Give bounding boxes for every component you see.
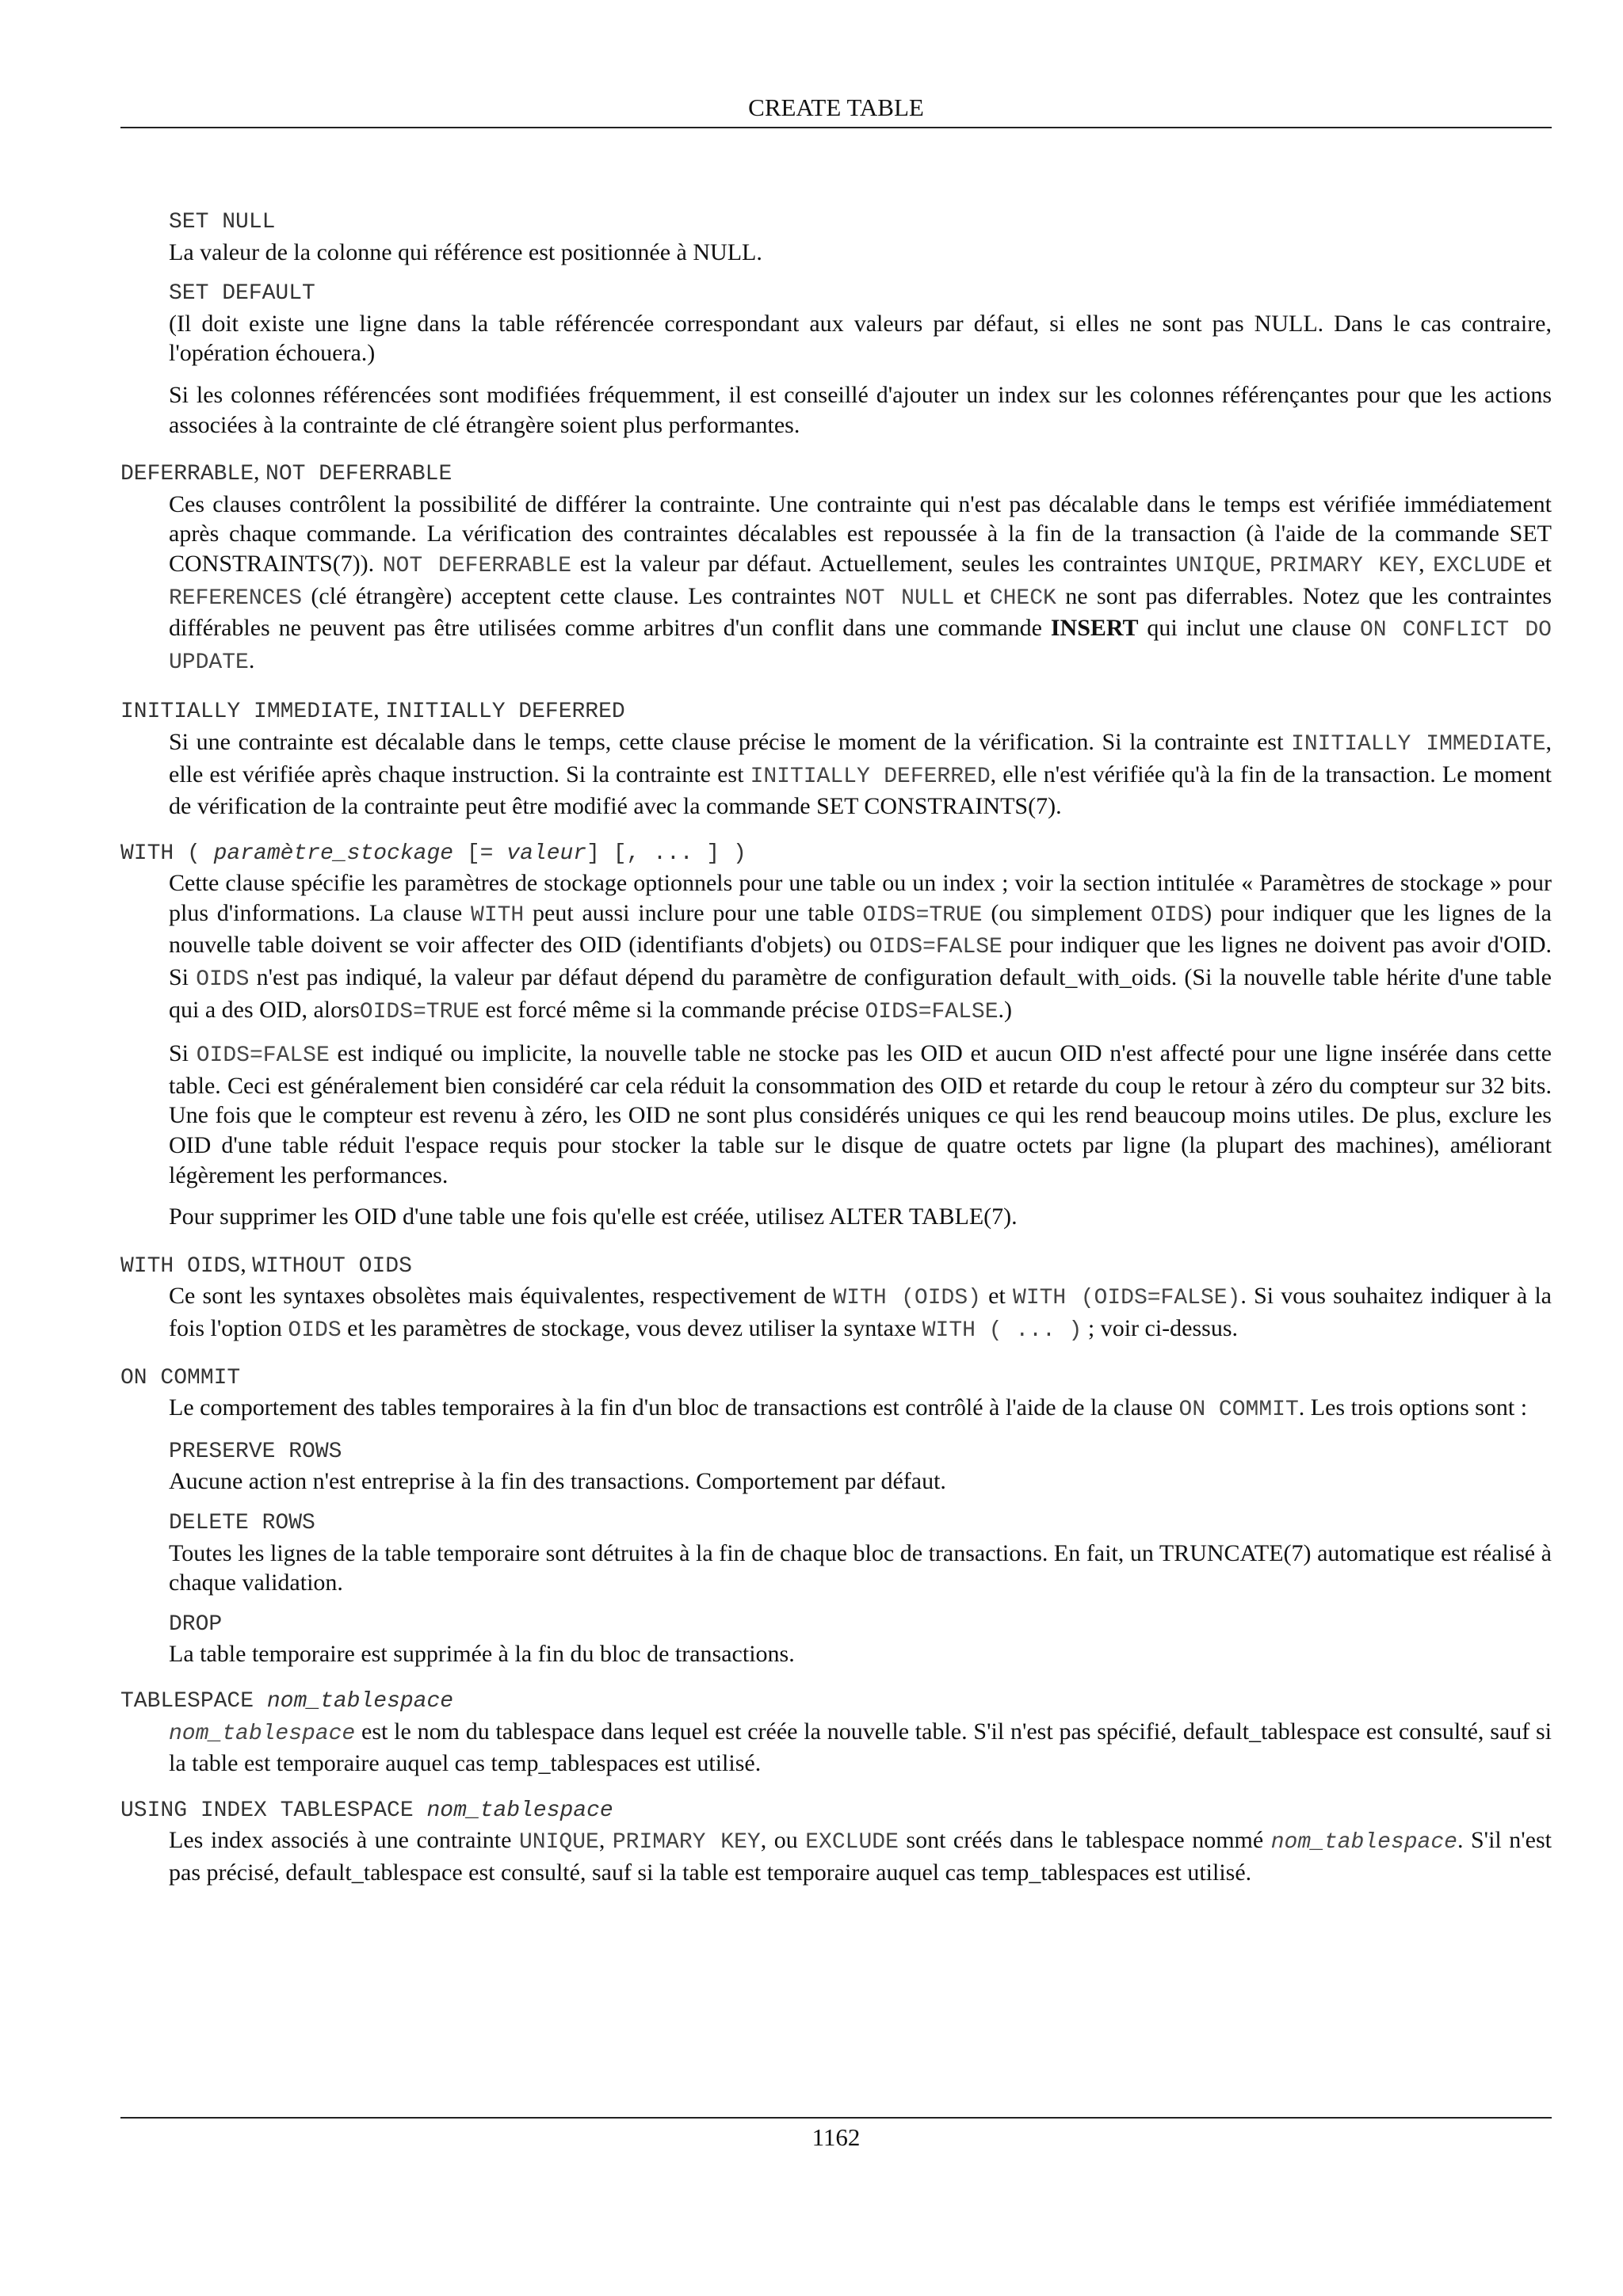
code: EXCLUDE [805,1830,899,1855]
term-part: TABLESPACE [120,1688,267,1714]
text: . Si vous souhaitez indiquer à la fois l'option [169,1283,1552,1341]
text: est indiqué ou implicite, la nouvelle table ne stocke pas les OID et aucun OID n'est affecté pour une ligne insérée dans cette table. Ceci est généralement bien considéré car cela réduit la consommation des OID et retarde du coup le retour à zéro du compteur sur 32 bits. Une fois que le compteur est revenu à zéro, les OID ne sont plus considérés uniques ce qui les rend beaucoup moins utiles. De plus, exclure les OID d'une table réduit l'espace requis pour stocker la table sur le disque de quatre octets par ligne (la plupart des machines), améliorant légèrement les performances. [169,1040,1552,1188]
term-part: INITIALLY DEFERRED [385,700,625,725]
text: Cette clause spécifie les paramètres de stockage optionnels pour une table ou un index ; voir la section intitulée « Paramètres de stockage » pour plus d'informations. La clause [169,870,1552,926]
code: OIDS=FALSE [196,1043,330,1069]
code: NOT NULL [845,585,955,611]
term-separator: , [373,696,386,723]
text: , elle n'est vérifiée qu'à la fin de la transaction. Le moment de vérification de la contrainte peut être modifié avec la commande SET CONSTRAINTS(7). [169,761,1552,820]
page-number: 1162 [812,2123,861,2151]
term-separator: , [240,1250,253,1277]
definition: La valeur de la colonne qui référence est positionnée à NULL. [169,238,762,265]
definition [169,1825,1552,1887]
code: OIDS=TRUE [862,902,983,928]
term-placeholder: nom_tablespace [266,1688,454,1714]
entry-deferrable [120,457,1552,677]
code: PRIMARY KEY [612,1830,761,1855]
text: , [1255,550,1270,577]
term-placeholder: paramètre_stockage [213,841,454,866]
code: WITH [471,902,525,928]
text: n'est pas indiqué, la valeur par défaut dépend du paramètre de configuration default_with_oids. (Si la nouvelle table hérite d'une table qui a des OID, alors [169,964,1552,1023]
code: CHECK [989,585,1056,611]
term [120,1249,1552,1282]
term: ON COMMIT [120,1365,241,1390]
code: PRIMARY KEY [1270,553,1419,578]
sub-entry-preserve-rows [169,1437,1552,1497]
term: SET NULL [169,210,276,235]
definition [169,1393,1552,1425]
code: EXCLUDE [1433,553,1526,578]
code: OIDS=FALSE [869,935,1002,960]
term-part: ] [, ... ] ) [586,841,747,866]
definition: Aucune action n'est entreprise à la fin des transactions. Comportement par défaut. [169,1468,946,1495]
text: et [954,582,990,609]
code: OIDS=TRUE [359,999,480,1024]
term-part: [= [453,841,507,866]
text: pour indiquer que les lignes ne doivent pas avoir d'OID. Si [169,932,1552,991]
term-separator: , [254,459,266,486]
code: ON COMMIT [1178,1398,1299,1423]
code: UNIQUE [1175,553,1256,578]
definition [169,490,1552,678]
code: WITH (OIDS=FALSE) [1013,1286,1241,1311]
text: Ce sont les syntaxes obsolètes mais équivalentes, respectivement de [169,1283,834,1310]
text: , ou [760,1827,806,1854]
text: . S'il n'est pas précisé, default_tablespace est consulté, sauf si la table est temporaire auquel cas temp_tablespaces est utilisé. [169,1827,1552,1886]
text: est le nom du tablespace dans lequel est créée la nouvelle table. S'il n'est pas spécifié, default_tablespace est consulté, sauf si la table est temporaire auquel cas temp_tablespaces est utilisé. [169,1718,1552,1777]
term: PRESERVE ROWS [169,1439,342,1464]
code: INITIALLY IMMEDIATE [1291,731,1546,757]
term-placeholder: valeur [506,841,587,866]
header-rule [120,127,1552,128]
term [120,695,1552,727]
sub-entry-set-default [169,279,1552,368]
term-part: NOT DEFERRABLE [265,462,453,487]
code-placeholder: nom_tablespace [169,1721,356,1746]
sub-entries [169,208,1552,440]
paragraph [169,727,1552,822]
paragraph [169,868,1552,1027]
text: Ces clauses contrôlent la possibilité de différer la contrainte. Une contrainte qui n'est pas décalable dans le temps est vérifiée immédiatement après chaque commande. La vérification des contraintes décalables est repoussée à la fin de la transaction (à l'aide de la commande SET CONSTRAINTS(7)). [169,490,1552,577]
running-header: CREATE TABLE [748,93,924,121]
text: , [1419,550,1434,577]
term [120,839,1552,869]
entry-with [120,839,1552,1232]
text: .) [998,996,1013,1023]
definition: La table temporaire est supprimée à la fin du bloc de transactions. [169,1641,795,1668]
text: et [1526,550,1552,577]
code: INITIALLY DEFERRED [750,764,991,789]
text: peut aussi inclure pour une table [524,899,863,926]
text: et les paramètres de stockage, vous devez utiliser la syntaxe [341,1315,922,1341]
entry-on-commit [120,1363,1552,1669]
code: WITH (OIDS) [833,1286,981,1311]
page-body [120,208,1552,1888]
paragraph: Pour supprimer les OID d'une table une fois qu'elle est créée, utilisez ALTER TABLE(7). [169,1203,1018,1230]
text: Le comportement des tables temporaires à la fin d'un bloc de transactions est contrôlé à l'aide de la clause [169,1394,1179,1421]
code-placeholder: nom_tablespace [1270,1830,1457,1855]
entry-with-oids [120,1249,1552,1346]
code: OIDS [1150,902,1205,928]
term [120,1796,1552,1826]
text: est la valeur par défaut. Actuellement, seules les contraintes [571,550,1176,577]
term-part: DEFERRABLE [120,462,254,487]
text: Si une contrainte est décalable dans le temps, cette clause précise le moment de la vérification. Si la contrainte est [169,728,1292,755]
text: . Les trois options sont : [1298,1394,1528,1421]
text: est forcé même si la commande précise [479,996,865,1023]
text: sont créés dans le tablespace nommé [898,1827,1271,1854]
text: (ou simplement [982,899,1151,926]
definition [169,868,1552,1232]
text: Si [169,1040,197,1067]
footer-rule [120,2117,1552,2119]
term-part: USING INDEX TABLESPACE [120,1798,427,1823]
term-placeholder: nom_tablespace [426,1798,613,1823]
text: , [598,1827,613,1854]
code: WITH ( ... ) [922,1318,1083,1343]
code: ON CONFLICT DO UPDATE [169,618,1552,675]
code: UNIQUE [518,1830,599,1855]
sub-entry-set-null [169,208,1552,267]
paragraph [169,1717,1552,1779]
text: ) pour indiquer que les lignes de la nouvelle table doivent se voir affecter des OID (identifiants d'objets) ou [169,899,1552,959]
bold-command: INSERT [1050,615,1139,642]
code: NOT DEFERRABLE [382,553,572,578]
paragraph [169,1393,1552,1425]
definition: Toutes les lignes de la table temporaire sont détruites à la fin de chaque bloc de transactions. En fait, un TRUNCATE(7) automatique est réalisé à chaque validation. [169,1539,1552,1596]
definition: (Il doit existe une ligne dans la table référencée correspondant aux valeurs par défaut, si elles ne sont pas NULL. Dans le cas contraire, l'opération échouera.) [169,310,1552,367]
entry-tablespace [120,1687,1552,1779]
definition [169,727,1552,822]
term [120,1687,1552,1717]
text: qui inclut une clause [1138,615,1360,642]
term-part: WITH OIDS [120,1253,241,1279]
text: , elle est vérifiée après chaque instruction. Si la contrainte est [169,728,1552,788]
term: DROP [169,1611,223,1637]
text: . [248,646,255,673]
paragraph: Si les colonnes référencées sont modifiées fréquemment, il est conseillé d'ajouter un index sur les colonnes référençantes pour que les actions associées à la contrainte de clé étrangère soient plus performantes. [169,381,1552,438]
entry-initially [120,695,1552,821]
entry-using-index-tablespace [120,1796,1552,1888]
text: Les index associés à une contrainte [169,1827,519,1854]
code: OIDS [288,1318,342,1343]
term-part: WITHOUT OIDS [252,1253,412,1279]
term [120,457,1552,490]
term: SET DEFAULT [169,281,315,307]
paragraph [169,490,1552,678]
paragraph [169,1825,1552,1887]
continued-entry [120,208,1552,440]
sub-entry-drop [169,1610,1552,1669]
text: (clé étrangère) acceptent cette clause. Les contraintes [302,582,846,609]
sub-entries [169,1437,1552,1669]
term-part: INITIALLY IMMEDIATE [120,700,374,725]
sub-entry-delete-rows [169,1508,1552,1598]
definition [169,1281,1552,1345]
definition [169,1717,1552,1779]
paragraph [169,1039,1552,1190]
code: OIDS [196,967,250,993]
text: ; voir ci-dessus. [1082,1315,1238,1341]
term: DELETE ROWS [169,1510,315,1535]
paragraph [169,1281,1552,1345]
text: et [980,1283,1014,1310]
code: OIDS=FALSE [865,999,999,1024]
text: ne sont pas diferrables. Notez que les contraintes différables ne peuvent pas être utilisées comme arbitres d'un conflit dans une commande [169,582,1552,642]
code: REFERENCES [169,585,303,611]
term-part: WITH ( [120,841,214,866]
